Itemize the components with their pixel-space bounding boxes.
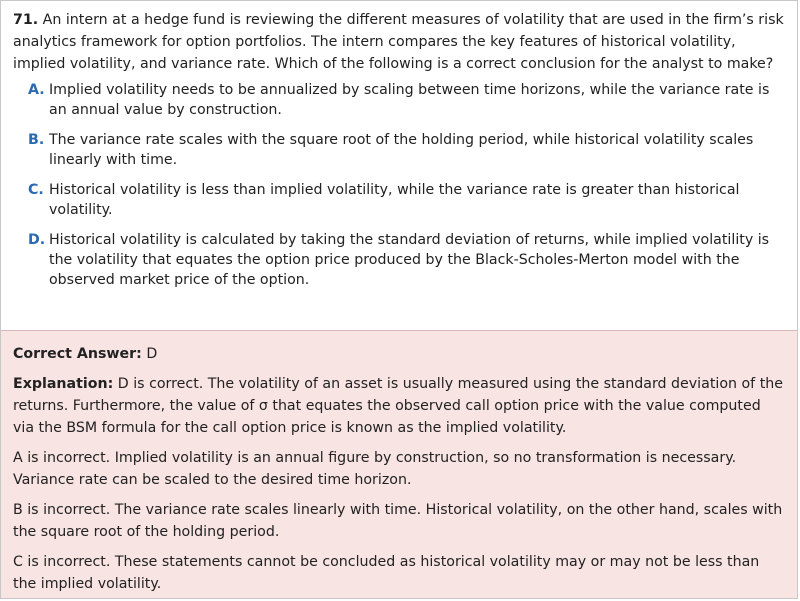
- question-section: [1, 1, 797, 323]
- correct-answer-label: Correct Answer:: [13, 346, 142, 362]
- explanation: [13, 373, 785, 439]
- correct-answer-value: D: [146, 346, 158, 362]
- answer-section: [1, 330, 797, 599]
- explanation-text: D is correct. The volatility of an asset is usually measured using the standard deviation of the returns. Furthermore, the value of σ that equates the observed call option price with the value computed via the BSM formula for the call option price is known as the implied volatility.: [13, 376, 783, 436]
- question-stem: An intern at a hedge fund is reviewing the different measures of volatility that are used in the firm’s risk analytics framework for option portfolios. The intern compares the key features of historical volatility, implied volatility, and variance rate. Which of the following is a correct conclusion for the analyst to make?: [13, 12, 784, 72]
- explanation-paragraph-b: B is incorrect. The variance rate scales linearly with time. Historical volatility, on the other hand, scales with the square root of the holding period.: [13, 502, 783, 540]
- option-text: Historical volatility is calculated by taking the standard deviation of returns, while implied volatility is the volatility that equates the option price produced by the Black-Scholes-Merton model with the observed market price of the option.: [49, 232, 770, 288]
- option-b[interactable]: [13, 130, 785, 170]
- question-number: 71.: [13, 12, 39, 28]
- option-d[interactable]: [13, 230, 785, 290]
- option-a[interactable]: [13, 80, 785, 120]
- option-text: Historical volatility is less than implied volatility, while the variance rate is greater than historical volatility.: [49, 182, 740, 218]
- option-text: The variance rate scales with the square root of the holding period, while historical volatility scales linearly with time.: [49, 132, 754, 168]
- question-text-block: [13, 9, 785, 75]
- option-letter: D.: [28, 232, 46, 248]
- option-c[interactable]: [13, 180, 785, 220]
- explanation-label: Explanation:: [13, 376, 114, 392]
- option-letter: C.: [28, 182, 44, 198]
- explanation-paragraph-c: C is incorrect. These statements cannot be concluded as historical volatility may or may not be less than the implied volatility.: [13, 554, 760, 592]
- correct-answer-line: [13, 343, 785, 365]
- option-letter: B.: [28, 132, 45, 148]
- explanation-paragraph-a: A is incorrect. Implied volatility is an annual figure by construction, so no transformation is necessary. Variance rate can be scaled to the desired time horizon.: [13, 450, 737, 488]
- option-text: Implied volatility needs to be annualized by scaling between time horizons, while the variance rate is an annual value by construction.: [49, 82, 770, 118]
- option-letter: A.: [28, 82, 45, 98]
